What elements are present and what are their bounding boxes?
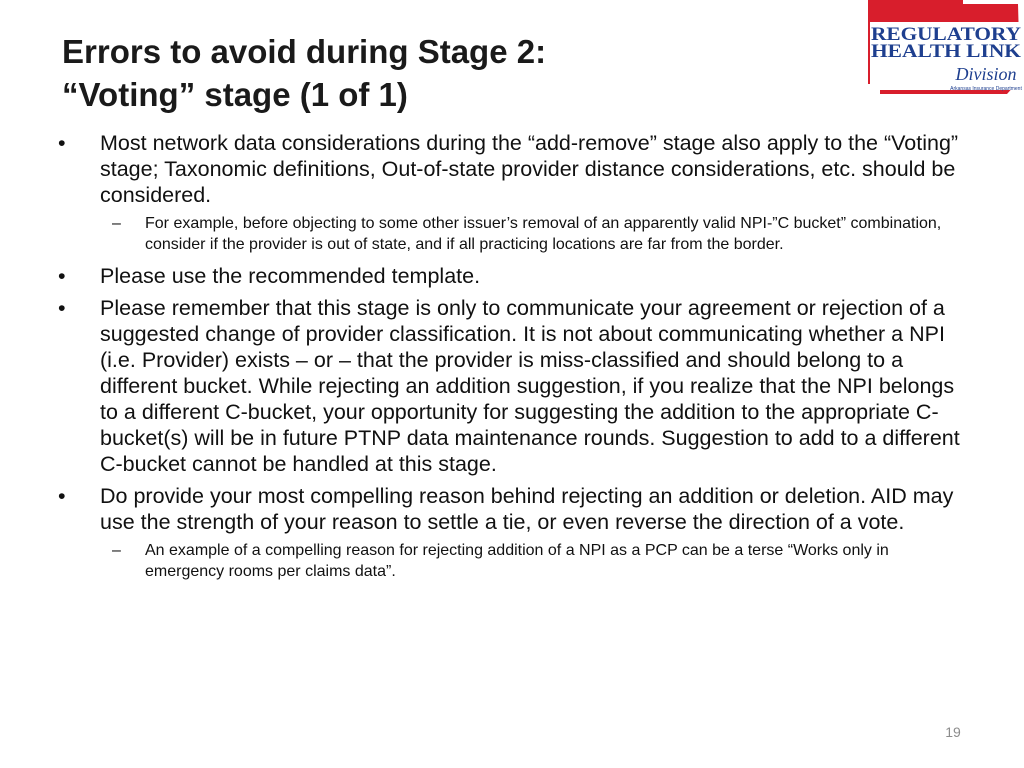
bullet-item-1: [58, 130, 968, 208]
bullet-item-4: [58, 483, 968, 535]
logo-text-health-link: HEALTH LINK: [871, 41, 1022, 62]
bullet-item-2: [58, 263, 968, 289]
slide-title-line-2: “Voting” stage (1 of 1): [62, 76, 408, 113]
logo-text-department: Arkansas Insurance Department: [950, 86, 1022, 92]
sub-bullet-marker: –: [112, 542, 121, 559]
bullet-text: Please use the recommended template.: [100, 264, 481, 288]
bullet-marker: •: [58, 264, 66, 288]
sub-bullet-text: For example, before objecting to some other issuer’s removal of an apparently valid NPI-”C bucket” combination, consider if the provider is out of state, and if all practicing locations are far from the border.: [145, 215, 942, 253]
logo-text-regulatory: REGULATORY: [871, 24, 1022, 45]
bullet-item-3: [58, 295, 968, 477]
bullet-text: Please remember that this stage is only to communicate your agreement or rejection of a suggested change of provider classification. It is not about communicating whether a NPI (i.e. Provider) exists – or – that the provider is miss-classified and should belong to a different bucket. While rejecting an addition suggestion, if you realize that the NPI belongs to a different C-bucket, your opportunity for suggesting the addition to the appropriate C-bucket(s) will be in future PTNP data maintenance rounds. Suggestion to add to a different C-bucket cannot be handled at this stage.: [100, 296, 960, 476]
sub-bullet-item-2: [58, 541, 968, 582]
slide-title: [62, 30, 546, 116]
slide-body: [58, 130, 968, 590]
slide-title-line-1: Errors to avoid during Stage 2:: [62, 33, 547, 70]
logo-text-division: Division: [955, 64, 1017, 84]
bullet-text: Most network data considerations during the “add-remove” stage also apply to the “Voting” stage; Taxonomic definitions, Out-of-state provider distance considerations, etc. should be considered.: [100, 131, 959, 207]
sub-bullet-marker: –: [112, 215, 121, 232]
sub-bullet-item-1: [58, 214, 968, 255]
bullet-marker: •: [58, 131, 66, 155]
bullet-marker: •: [58, 296, 66, 320]
sub-bullet-text: An example of a compelling reason for rejecting addition of a NPI as a PCP can be a terse “Works only in emergency rooms per claims data”.: [145, 542, 889, 580]
page-number: 19: [945, 724, 961, 740]
regulatory-health-link-logo: [866, 0, 1024, 94]
bullet-marker: •: [58, 484, 66, 508]
bullet-text: Do provide your most compelling reason behind rejecting an addition or deletion. AID may use the strength of your reason to settle a tie, or even reverse the direction of a vote.: [100, 484, 954, 534]
logo-graphic: [866, 0, 1024, 94]
